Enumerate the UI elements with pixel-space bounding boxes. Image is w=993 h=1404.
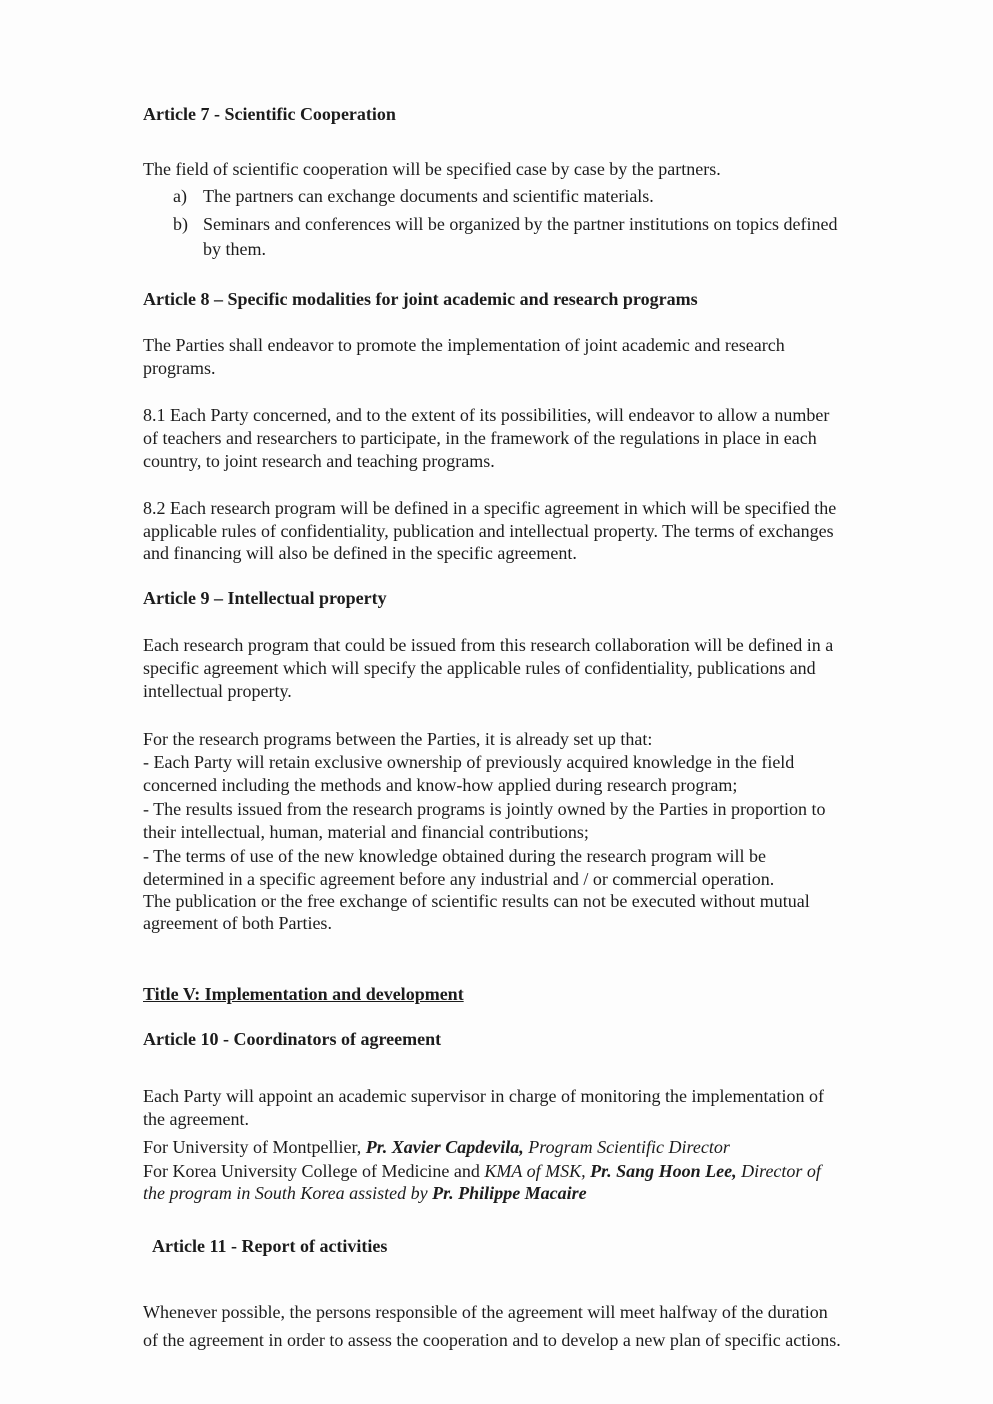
- article-9-heading: Article 9 – Intellectual property: [143, 588, 387, 608]
- article-9-para2-line7: determined in a specific agreement before any industrial and / or commercial operation.: [143, 869, 775, 889]
- article-9-para2-line6: - The terms of use of the new knowledge obtained during the research program will be: [143, 846, 766, 866]
- article-9-para1-line2: specific agreement which will specify the applicable rules of confidentiality, publications and: [143, 658, 816, 678]
- article-9-para2-line9: agreement of both Parties.: [143, 913, 332, 933]
- article-9-para2-line3: concerned including the methods and know-how applied during research program;: [143, 775, 738, 795]
- list-marker-a: a): [173, 186, 187, 206]
- article-11-para1-line2: of the agreement in order to assess the cooperation and to develop a new plan of specific actions.: [143, 1330, 841, 1350]
- article-11-para1-line1: Whenever possible, the persons responsible of the agreement will meet halfway of the duration: [143, 1302, 828, 1322]
- article-8-para2-line3: country, to joint research and teaching programs.: [143, 451, 495, 471]
- article-8-para1-line2: programs.: [143, 358, 216, 378]
- article-8-para3-line3: and financing will also be defined in the specific agreement.: [143, 543, 577, 563]
- article-8-para2-line1: 8.1 Each Party concerned, and to the extent of its possibilities, will endeavor to allow a number: [143, 405, 830, 425]
- list-item-b-line2: by them.: [203, 239, 266, 259]
- article-11-heading: Article 11 - Report of activities: [152, 1236, 388, 1256]
- article-7-intro: The field of scientific cooperation will be specified case by case by the partners.: [143, 159, 721, 179]
- list-item-a: The partners can exchange documents and scientific materials.: [203, 186, 654, 206]
- article-10-para1-line1: Each Party will appoint an academic supervisor in charge of monitoring the implementation of: [143, 1086, 824, 1106]
- article-9-para1-line1: Each research program that could be issued from this research collaboration will be defined in a: [143, 635, 834, 655]
- article-9-para2-line1: For the research programs between the Parties, it is already set up that:: [143, 729, 653, 749]
- coordinator-montpellier-prefix: For University of Montpellier,: [143, 1137, 366, 1157]
- coordinator-korea-kma: KMA of MSK,: [484, 1161, 586, 1181]
- article-9-para2-line4: - The results issued from the research programs is jointly owned by the Parties in proportion to: [143, 799, 826, 819]
- article-10-heading: Article 10 - Coordinators of agreement: [143, 1029, 442, 1049]
- article-9-para2-line8: The publication or the free exchange of scientific results can not be executed without mutual: [143, 891, 810, 911]
- article-7-heading: Article 7 - Scientific Cooperation: [143, 104, 396, 124]
- article-8-para2-line2: of teachers and researchers to participate, in the framework of the regulations in place in each: [143, 428, 817, 448]
- article-8-para3-line1: 8.2 Each research program will be defined in a specific agreement in which will be specified the: [143, 498, 837, 518]
- coordinator-korea-continued: [143, 1182, 587, 1204]
- article-9-para2-line2: - Each Party will retain exclusive ownership of previously acquired knowledge in the field: [143, 752, 795, 772]
- article-8-heading: Article 8 – Specific modalities for joint academic and research programs: [143, 289, 698, 309]
- list-marker-b: b): [173, 214, 188, 234]
- article-9-para1-line3: intellectual property.: [143, 681, 292, 701]
- coordinator-assistant-name: Pr. Philippe Macaire: [432, 1183, 587, 1203]
- article-8-para3-line2: applicable rules of confidentiality, publication and intellectual property. The terms of exchanges: [143, 521, 834, 541]
- coordinator-korea-name: Pr. Sang Hoon Lee,: [585, 1161, 737, 1181]
- coordinator-korea-prefix: For Korea University College of Medicine and: [143, 1161, 485, 1181]
- coordinator-montpellier-role: Program Scientific Director: [523, 1137, 730, 1157]
- article-10-para1-line2: the agreement.: [143, 1109, 249, 1129]
- coordinator-montpellier-name: Pr. Xavier Capdevila,: [365, 1137, 524, 1157]
- title-v-heading: Title V: Implementation and development: [143, 984, 464, 1004]
- coordinator-montpellier: [143, 1136, 730, 1158]
- article-9-para2-line5: their intellectual, human, material and financial contributions;: [143, 822, 589, 842]
- article-8-para1-line1: The Parties shall endeavor to promote the implementation of joint academic and research: [143, 335, 785, 355]
- coordinator-korea: [143, 1160, 821, 1182]
- coordinator-korea-continued-text: the program in South Korea assisted by: [143, 1183, 433, 1203]
- coordinator-korea-role: Director of: [736, 1161, 821, 1181]
- list-item-b-line1: Seminars and conferences will be organized by the partner institutions on topics defined: [203, 214, 838, 234]
